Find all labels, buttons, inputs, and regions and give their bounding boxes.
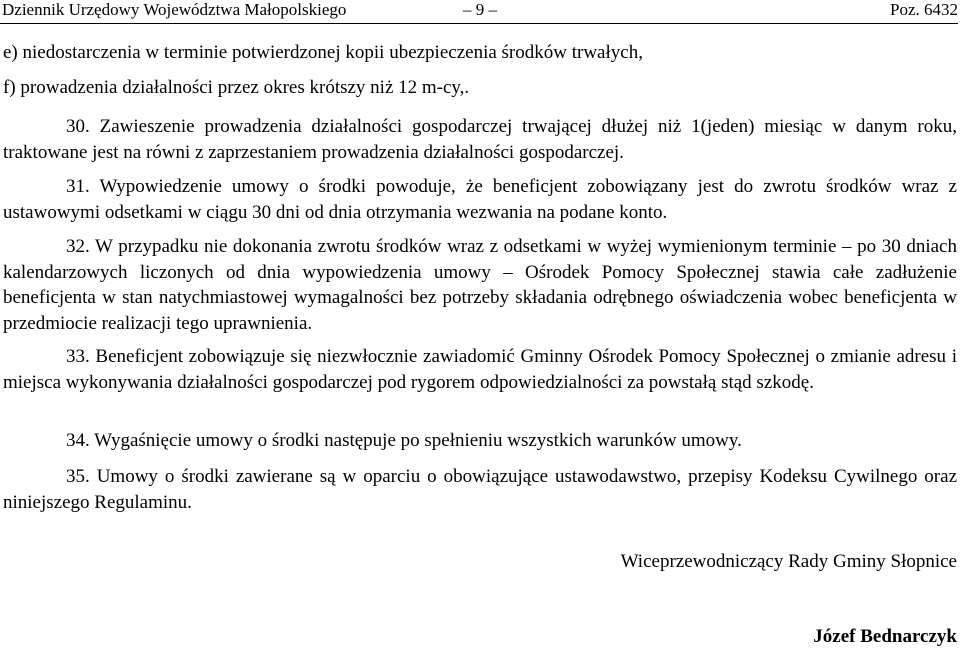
- page-header: [0, 0, 960, 20]
- signatory-title: Wiceprzewodniczący Rady Gminy Słopnice: [620, 551, 957, 572]
- paragraph-34: 34. Wygaśnięcie umowy o środki następuje po spełnieniu wszystkich warunków umowy.: [66, 430, 742, 451]
- paragraph-30: 30. Zawieszenie prowadzenia działalności gospodarczej trwającej dłużej niż 1(jeden) miesiąc w danym roku, traktowane jest na równi z zaprzestaniem prowadzenia działalności gospodarczej.: [3, 116, 957, 163]
- position-number: Poz. 6432: [890, 0, 958, 19]
- paragraph-32: 32. W przypadku nie dokonania zwrotu środków wraz z odsetkami w wyżej wymienionym terminie – po 30 dniach kalendarzowych liczonych od dnia wypowiedzenia umowy – Ośrodek Pomocy Społecznej stawia całe zadłużenie beneficjenta w stan natychmiastowej wymagalności bez potrzeby składania odrębnego oświadczenia wobec beneficjenta w przedmiocie realizacji tego uprawnienia.: [3, 236, 957, 334]
- page-number: – 9 –: [463, 0, 497, 19]
- list-item-e: e) niedostarczenia w terminie potwierdzonej kopii ubezpieczenia środków trwałych,: [3, 42, 643, 63]
- header-divider: [0, 23, 958, 24]
- list-item-f: f) prowadzenia działalności przez okres krótszy niż 12 m-cy,.: [3, 77, 470, 98]
- publication-title: Dziennik Urzędowy Województwa Małopolskiego: [2, 0, 347, 19]
- paragraph-31: 31. Wypowiedzenie umowy o środki powoduje, że beneficjent zobowiązany jest do zwrotu środków wraz z ustawowymi odsetkami w ciągu 30 dni od dnia otrzymania wezwania na podane konto.: [3, 176, 957, 223]
- paragraph-35: 35. Umowy o środki zawierane są w oparciu o obowiązujące ustawodawstwo, przepisy Kodeksu Cywilnego oraz niniejszego Regulaminu.: [3, 466, 957, 513]
- signatory-name: Józef Bednarczyk: [813, 626, 957, 647]
- paragraph-33: 33. Beneficjent zobowiązuje się niezwłocznie zawiadomić Gminny Ośrodek Pomocy Społecznej o zmianie adresu i miejsca wykonywania działalności gospodarczej pod rygorem odpowiedzialności za powstałą stąd szkodę.: [3, 346, 957, 393]
